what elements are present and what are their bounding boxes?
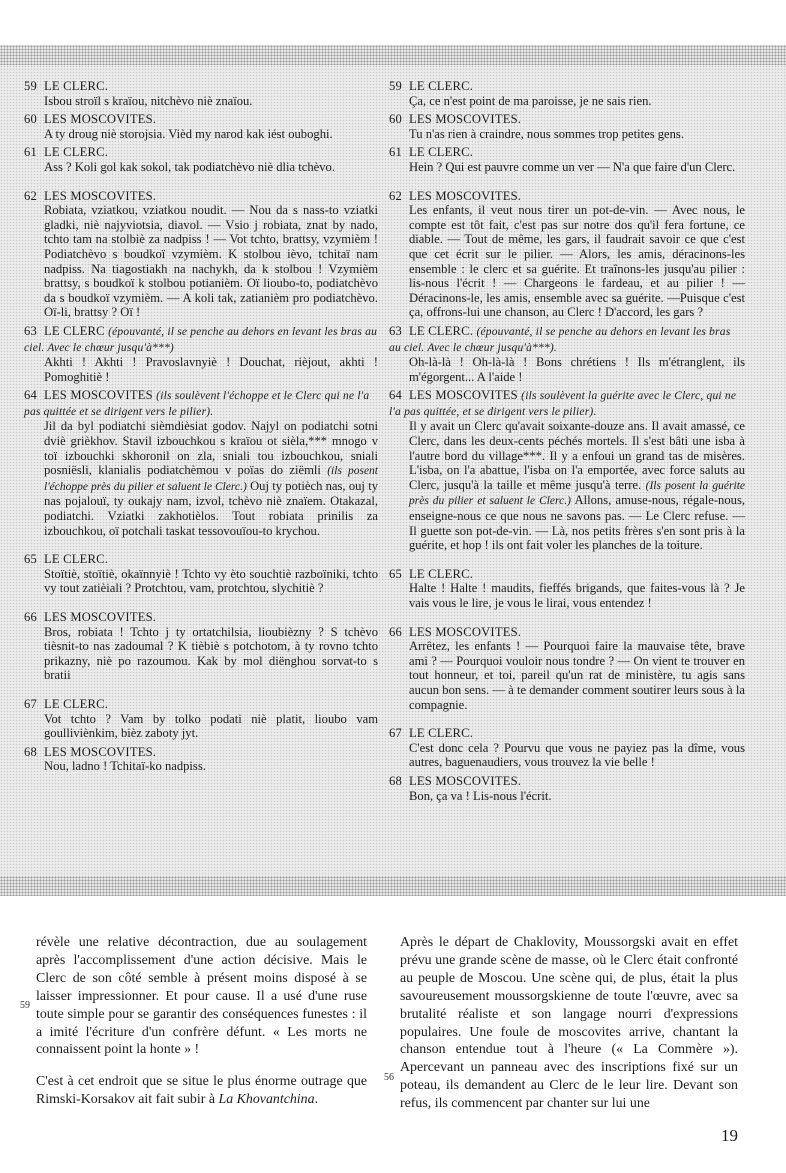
dialogue-text (24, 625, 378, 683)
libretto-panel (0, 65, 786, 876)
libretto-entry (24, 79, 378, 108)
dialogue-segment: Jil da byl podiatchi sièmdièsiat godov. Najyl on podiatchi sotni dviè grièkhov. Stavil izbouchkou s kraïou ot sièla,*** mnogo v toï izbouchki skhoronil on zla, sniali tou izbouchkou, sniali posniësli, klanialis podiatchèmou v poïas do ziëmli (44, 419, 378, 478)
line-number: 66 (24, 610, 37, 624)
line-number: 61 (389, 145, 402, 160)
stage-direction: (Ils posent la guérite près du pilier et saluent le Clerc.) (409, 479, 745, 508)
commentary-left-column (36, 934, 367, 1121)
speaker-line (389, 189, 745, 204)
speaker-name: LE CLERC. (44, 696, 109, 711)
dialogue-text (24, 712, 378, 741)
dialogue-segment: Isbou stroïl s kraïou, nitchèvo niè znaïou. (44, 93, 253, 108)
commentary-paragraph (36, 1073, 367, 1109)
dialogue-segment: Tu n'as rien à craindre, nous sommes trop petites gens. (409, 126, 684, 141)
line-number: 60 (24, 112, 37, 127)
line-number: 59 (389, 79, 402, 93)
dialogue-text (389, 355, 745, 384)
speaker-line (24, 324, 378, 355)
libretto-entry (389, 774, 745, 803)
line-number: 67 (389, 726, 402, 741)
speaker-line (24, 145, 378, 160)
dialogue-text (389, 789, 745, 804)
libretto-entry (24, 324, 378, 384)
dialogue-segment: Ass ? Koli gol kak sokol, tak podiatchèvo niè dlia tchèvo. (44, 159, 335, 174)
speaker-line (389, 625, 745, 640)
top-dotted-band (0, 45, 786, 65)
speaker-line (389, 79, 745, 94)
line-number: 66 (389, 624, 402, 639)
commentary-text: C'est à cet endroit que se situe le plus énorme outrage que Rimski-Korsakov ait fait subir à La Khovantchina. (36, 1074, 367, 1108)
dialogue-text (389, 203, 745, 320)
commentary-paragraph: révèle une relative décontraction, due au soulagement après l'accomplissement d'une action décisive. Mais le Clerc de son côté semble à présent moins disposé à se laisser impressionner. Et pour cause. Il a usé d'une ruse toute simple pour se garantir des conséquences funestes : il a imité l'écriture d'un confrère défunt. « Les morts ne connaissent point la honte » ! (36, 935, 367, 1058)
dialogue-text (24, 94, 378, 109)
dialogue-segment: Halte ! Halte ! maudits, fieffés brigands, que faites-vous là ? Je vais vous le lire, je vous le lirai, vous entendez ! (409, 581, 745, 610)
dialogue-segment: Arrêtez, les enfants ! — Pourquoi faire la mauvaise tête, brave ami ? — Pourquoi vouloir nous tondre ? — On vient te trouver en tout honneur, et toi, pareil qu'un rat de ministère, tu agis sans aucun bon sens. — à te demander comment soutirer leurs sous à la compagnie. (409, 639, 745, 712)
dialogue-text (24, 127, 378, 142)
speaker-line (24, 79, 378, 94)
dialogue-segment: A ty droug niè storojsia. Vièd my narod kak iést ouboghi. (44, 126, 333, 141)
speaker-line (24, 112, 378, 127)
dialogue-segment: Oh-là-là ! Oh-là-là ! Bons chrétiens ! Ils m'étranglent, ils m'égorgent... A l'aide ! (409, 355, 745, 384)
dialogue-segment: C'est donc cela ? Pourvu que vous ne payiez pas la dîme, vous autres, baguenaudiers, vous trouvez la vie belle ! (409, 740, 745, 770)
stage-direction: (ils soulèvent la guérite avec le Clerc, qui ne l'a pas quittée, et se dirigent vers le pilier). (389, 390, 737, 418)
speaker-line (389, 567, 745, 582)
speaker-name: LE CLERC. (409, 79, 474, 93)
line-number: 68 (24, 744, 37, 759)
dialogue-segment: Allons, amuse-nous, régale-nous, enseigne-nous ce que nous ne savons pas. — Le Clerc refuse. — Il guette son pot-de-vin. — Là, nos petits frères s'en sont pris à la guérite, et hop ! ils ont fait voler les planches de la toiture. (409, 493, 745, 553)
speaker-line (389, 388, 745, 419)
libretto-entry (389, 189, 745, 320)
line-number: 62 (24, 188, 37, 203)
stage-direction: (épouvanté, il se penche au dehors en levant les bras au ciel. Avec le chœur jusqu'à***) (24, 325, 378, 354)
line-number: 65 (389, 566, 402, 581)
speaker-name: LE CLERC. (44, 145, 109, 160)
speaker-line (389, 774, 745, 789)
margin-reference: 59 (20, 1000, 30, 1011)
speaker-name: LES MOSCOVITES (44, 388, 153, 403)
line-number: 63 (24, 323, 37, 338)
dialogue-segment: Vot tchto ? Vam by tolko podati niè platit, lioubo vam goulliviènkim, bièz zaboty jyt. (44, 711, 378, 741)
libretto-entry (389, 726, 745, 770)
speaker-line (24, 189, 378, 204)
speaker-name: LE CLERC. (44, 79, 109, 93)
speaker-name: LE CLERC. (409, 566, 474, 581)
speaker-line (24, 552, 378, 567)
speaker-line (24, 745, 378, 760)
speaker-name: LE CLERC. (409, 323, 474, 338)
dialogue-segment: Ouj ty potièch nas, ouj ty nas pojalouï, ty oukajy nam, izvol, tchèvo niè znaïem. Otakazal, podiatchi. Vziatki zakhotièlos. Tout robiata prinilis za izbouchkou, oï potchali taskat tessovouïou-to krychou. (44, 478, 378, 538)
dialogue-text (24, 759, 378, 774)
speaker-name: LES MOSCOVITES. (44, 112, 157, 127)
libretto-entry (389, 79, 745, 108)
speaker-line (389, 324, 745, 355)
dialogue-segment: Stoïtiè, stoïtiè, okaïnnyiè ! Tchto vy èto souchtiè razboïniki, tchto vy tout zatièiali ? Protchtou, vam, protchtou, slychitiè ? (44, 566, 378, 596)
line-number: 64 (389, 388, 402, 403)
libretto-entry (24, 145, 378, 174)
dialogue-text (24, 203, 378, 320)
line-number: 61 (24, 145, 37, 160)
dialogue-segment: Akhti ! Akhti ! Pravoslavnyiè ! Douchat, rièjout, akhti ! Pomoghitiè ! (44, 355, 378, 384)
bottom-dotted-band (0, 876, 786, 896)
dialogue-text (24, 419, 378, 538)
opera-title: La Khovantchina (218, 1092, 315, 1108)
dialogue-text (389, 127, 745, 142)
french-column (389, 79, 745, 807)
dialogue-text (389, 581, 745, 610)
line-number: 64 (24, 388, 37, 403)
libretto-entry (24, 388, 378, 538)
dialogue-text (389, 741, 745, 770)
stage-direction: (ils posent l'échoppe près du pilier et saluent le Clerc.) (44, 465, 378, 493)
speaker-name: LES MOSCOVITES. (44, 610, 157, 624)
line-number: 59 (24, 79, 37, 93)
dialogue-text (389, 419, 745, 552)
libretto-entry (24, 745, 378, 774)
speaker-line (24, 697, 378, 712)
stage-direction: (ils soulèvent l'échoppe et le Clerc qui ne l'a pas quittée et se dirigent vers le pilier). (24, 390, 370, 418)
dialogue-text (24, 567, 378, 596)
page-number: 19 (721, 1126, 738, 1145)
stage-direction: (épouvanté, il se penche au dehors en levant les bras au ciel. Avec le chœur jusqu'à***). (389, 325, 731, 354)
speaker-name: LES MOSCOVITES (409, 388, 518, 403)
libretto-entry (24, 697, 378, 741)
line-number: 62 (389, 188, 402, 203)
speaker-name: LES MOSCOVITES. (409, 188, 522, 203)
line-number: 68 (389, 773, 402, 788)
libretto-entry (389, 388, 745, 553)
libretto-entry (389, 112, 745, 141)
margin-reference: 56 (384, 1072, 394, 1083)
dialogue-text (24, 160, 378, 175)
dialogue-segment: Nou, ladno ! Tchitaï-ko nadpiss. (44, 759, 206, 774)
speaker-name: LES MOSCOVITES. (44, 188, 157, 203)
dialogue-segment: Hein ? Qui est pauvre comme un ver — N'a que faire d'un Clerc. (409, 159, 736, 174)
line-number: 63 (389, 323, 402, 338)
speaker-line (389, 726, 745, 741)
dialogue-text (24, 355, 378, 384)
libretto-entry (24, 112, 378, 141)
libretto-entry (389, 324, 745, 384)
speaker-line (24, 388, 378, 419)
libretto-entry (24, 189, 378, 320)
speaker-name: LES MOSCOVITES. (44, 744, 157, 759)
libretto-entry (389, 567, 745, 611)
line-number: 65 (24, 552, 37, 567)
speaker-name: LE CLERC. (44, 552, 109, 567)
speaker-line (24, 610, 378, 625)
speaker-line (389, 145, 745, 160)
commentary-paragraph: Après le départ de Chaklovity, Moussorgski avait en effet prévu une grande scène de masse, où le Clerc était confronté au peuple de Moscou. Une scène qui, de plus, était la plus savoureusement moussorgskienne de toute l'œuvre, avec sa brutalité réaliste et son langage nourri d'expressions populaires. Une foule de moscovites arrive, chantant la chanson entendue tout à l'heure (« La Commère »). Apercevant un panneau avec des inscriptions fixé sur un poteau, ils demandent au Clerc de le leur lire. Devant son refus, ils commencent par chanter sur lui une (400, 935, 738, 1112)
dialogue-segment: Bon, ça va ! Lis-nous l'écrit. (409, 788, 552, 803)
speaker-name: LE CLERC. (409, 145, 474, 160)
commentary-right-column (400, 934, 738, 1125)
dialogue-text (389, 94, 745, 109)
libretto-entry (389, 145, 745, 174)
dialogue-text (389, 160, 745, 175)
dialogue-text (389, 639, 745, 712)
russian-column (24, 79, 378, 778)
dialogue-segment: Ça, ce n'est point de ma paroisse, je ne sais rien. (409, 93, 652, 108)
line-number: 67 (24, 696, 37, 711)
libretto-entry (24, 552, 378, 596)
line-number: 60 (389, 112, 402, 127)
speaker-name: LES MOSCOVITES. (409, 112, 522, 127)
speaker-name: LES MOSCOVITES. (409, 624, 522, 639)
speaker-name: LE CLERC (44, 323, 105, 338)
speaker-name: LES MOSCOVITES. (409, 773, 522, 788)
libretto-entry (389, 625, 745, 713)
speaker-name: LE CLERC. (409, 726, 474, 741)
speaker-line (389, 112, 745, 127)
libretto-entry (24, 610, 378, 683)
dialogue-segment: Robiata, vziatkou, vziatkou noudit. — Nou da s nass-to vziatki gladki, niè najyviotsia, diavol. — Vsio j robiata, znat by nado, tchto tam na stolbiè za nadpiss ! — Vot tchto, brattsy, vzymièm ! Podiatchèvo s boudkoï vzymièm. K stolbou ièvo, tchitaï nam nadpiss. Na tiagostiakh na nachykh, da k stolbou ! Vzymièm brattsy, s boudkoï k stolbou potianièm. Oï lioubo-to, podiatchèvo da s boudkoï vzymièm. — A koli tak, zatianièm pro podiatchèvo. Oï-li, brattsy ? Oï ! (44, 203, 378, 320)
dialogue-segment: Bros, robiata ! Tchto j ty ortatchilsia, lioubièzny ? S tchèvo tièsnit-to nas zadoumal ? K tièbiè s potchotom, à ty rovno tchto prikazny, niè po razoumou. Kak by mol diënghou sorvat-to s bratii (44, 624, 378, 683)
dialogue-segment: Les enfants, il veut nous tirer un pot-de-vin. — Avec nous, le compte est tôt fait, c'est pas sur notre dos qu'il fera fortune, ce diable. — Tout de même, les gars, il faudrait savoir ce que c'est que cet écrit sur le pilier. — Alors, les amis, déracinons-les ensemble : le clerc et sa guérite. Et traînons-les jusqu'au pilier : lis-nous l'écrit ! — Chargeons le fardeau, et au pilier ! — Déracinons-le, les amis, ensemble avec sa guérite. —Puisque c'est ça, offrons-lui une chanson, au Clerc ! D'accord, les gars ? (409, 203, 745, 320)
dialogue-segment: Il y avait un Clerc qu'avait soixante-douze ans. Il avait amassé, ce Clerc, dans les deux-cents péchés mortels. Il s'est bâti une isba à l'autre bord du village***. Il y a enfoui un grand tas de misères. L'isba, on l'a abattue, l'isba on l'a emportée, avec force saluts au Clerc, jusqu'à la taille et même jusqu'à terre. (409, 419, 745, 492)
